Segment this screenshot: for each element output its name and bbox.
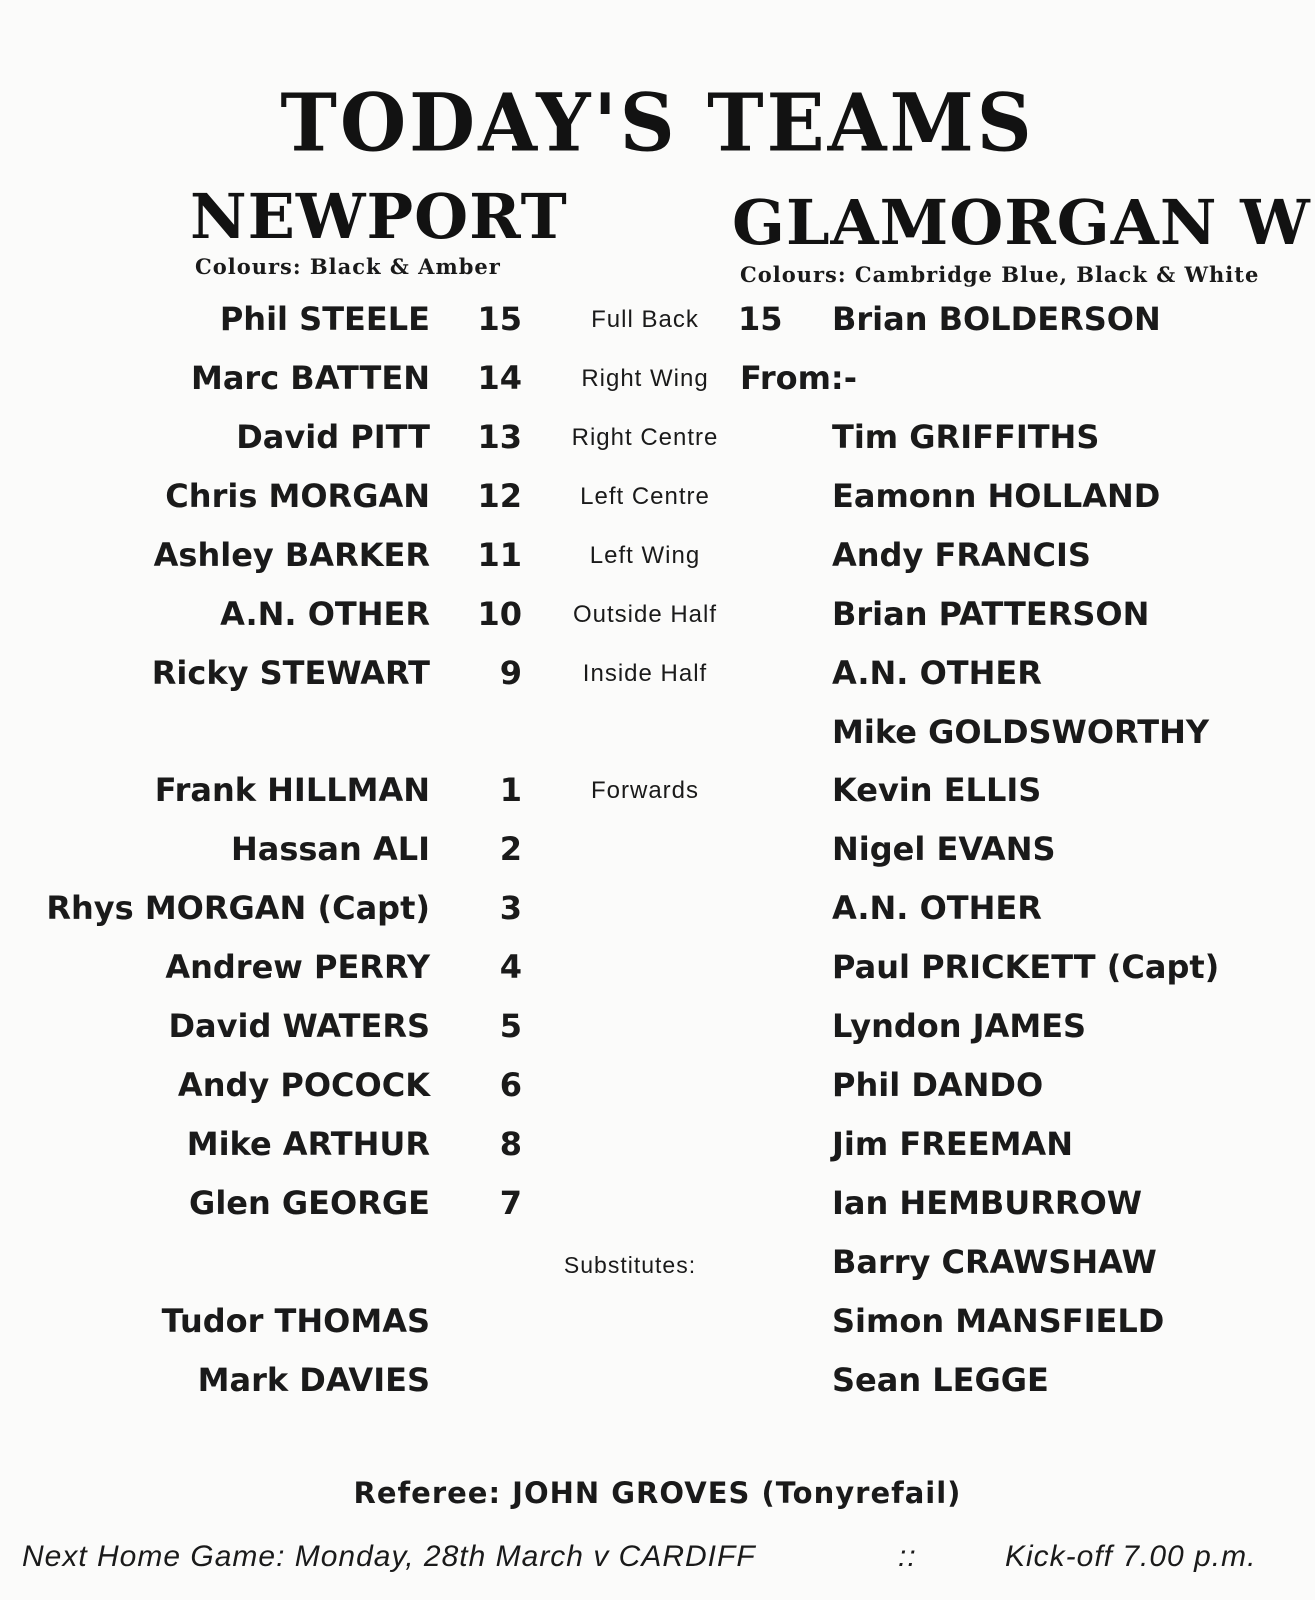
lineup-row	[0, 1184, 1315, 1236]
home-player: A.N. OTHER	[220, 595, 430, 633]
home-number: 15	[477, 300, 522, 338]
away-player: Simon MANSFIELD	[832, 1302, 1165, 1340]
position-label: Right Wing	[581, 365, 709, 392]
home-player: Mike ARTHUR	[186, 1125, 430, 1163]
position-label: Left Wing	[589, 542, 701, 569]
home-team-name: NEWPORT	[190, 180, 568, 253]
lineup-row	[0, 713, 1315, 765]
next-home-game: Next Home Game: Monday, 28th March v CARDIFF	[22, 1540, 756, 1573]
away-player: Mike GOLDSWORTHY	[832, 713, 1210, 751]
lineup-row	[0, 1361, 1315, 1413]
away-player: Lyndon JAMES	[832, 1007, 1087, 1045]
home-number: 12	[477, 477, 522, 515]
home-player: Glen GEORGE	[189, 1184, 430, 1222]
lineup-row	[0, 889, 1315, 941]
home-player: Andrew PERRY	[165, 948, 430, 986]
away-player: Barry CRAWSHAW	[832, 1243, 1157, 1281]
home-number: 5	[499, 1007, 522, 1045]
home-number: 14	[477, 359, 522, 397]
away-player: Eamonn HOLLAND	[832, 477, 1161, 515]
away-player: Paul PRICKETT (Capt)	[832, 948, 1220, 986]
away-player: Andy FRANCIS	[832, 536, 1091, 574]
away-team-name: GLAMORGAN W	[732, 186, 1311, 259]
away-team-colours: Colours: Cambridge Blue, Black & White	[740, 262, 1260, 287]
lineup-row	[0, 654, 1315, 706]
lineup-row	[0, 359, 1315, 411]
home-number: 9	[499, 654, 522, 692]
lineup-row	[0, 595, 1315, 647]
lineup-row	[0, 830, 1315, 882]
position-label-forwards: Forwards	[590, 777, 700, 804]
home-player: Marc BATTEN	[190, 359, 430, 397]
away-player: Nigel EVANS	[832, 830, 1056, 868]
away-player: Kevin ELLIS	[832, 771, 1042, 809]
lineup-row	[0, 1125, 1315, 1177]
home-substitute: Tudor THOMAS	[161, 1302, 430, 1340]
position-label: Inside Half	[582, 660, 708, 687]
lineup-row	[0, 477, 1315, 529]
position-label: Left Centre	[580, 483, 710, 510]
home-number: 7	[499, 1184, 522, 1222]
home-number: 11	[477, 536, 522, 574]
lineup-row	[0, 1066, 1315, 1118]
kickoff-time: Kick-off 7.00 p.m.	[1005, 1540, 1257, 1573]
position-label: Full Back	[591, 306, 699, 333]
referee-line: Referee: JOHN GROVES (Tonyrefail)	[353, 1476, 962, 1510]
away-number: 15	[738, 300, 783, 338]
lineup-row	[0, 1007, 1315, 1059]
home-number: 13	[477, 418, 522, 456]
away-player: A.N. OTHER	[832, 889, 1042, 927]
lineup-row	[0, 1302, 1315, 1354]
home-number: 10	[477, 595, 522, 633]
home-number: 1	[499, 771, 522, 809]
home-number: 6	[499, 1066, 522, 1104]
lineup-row	[0, 1243, 1315, 1295]
footer-separator: ::	[898, 1540, 917, 1573]
home-player: Chris MORGAN	[165, 477, 430, 515]
home-team-colours: Colours: Black & Amber	[195, 254, 501, 279]
home-player: David WATERS	[168, 1007, 430, 1045]
home-player: David PITT	[236, 418, 430, 456]
lineup-row	[0, 300, 1315, 352]
home-player: Phil STEELE	[219, 300, 430, 338]
away-player: Brian BOLDERSON	[832, 300, 1161, 338]
position-label: Right Centre	[571, 424, 719, 451]
away-player: Tim GRIFFITHS	[832, 418, 1100, 456]
substitutes-label: Substitutes:	[563, 1252, 697, 1278]
home-substitute: Mark DAVIES	[197, 1361, 430, 1399]
home-player: Ricky STEWART	[151, 654, 430, 692]
home-player: Andy POCOCK	[177, 1066, 430, 1104]
home-player: Ashley BARKER	[153, 536, 430, 574]
away-player: Brian PATTERSON	[832, 595, 1150, 633]
home-number: 2	[499, 830, 522, 868]
home-player: Frank HILLMAN	[154, 771, 430, 809]
lineup-row	[0, 418, 1315, 470]
away-player: Ian HEMBURROW	[832, 1184, 1143, 1222]
lineup-row	[0, 948, 1315, 1000]
away-from-label: From:-	[740, 359, 857, 397]
position-label: Outside Half	[572, 601, 718, 628]
lineup-row	[0, 771, 1315, 823]
home-number: 4	[499, 948, 522, 986]
home-player: Rhys MORGAN (Capt)	[46, 889, 430, 927]
away-player: Sean LEGGE	[832, 1361, 1049, 1399]
home-number: 3	[499, 889, 522, 927]
home-player: Hassan ALI	[230, 830, 430, 868]
away-player: Jim FREEMAN	[832, 1125, 1073, 1163]
away-player: A.N. OTHER	[832, 654, 1042, 692]
away-player: Phil DANDO	[832, 1066, 1044, 1104]
home-number: 8	[499, 1125, 522, 1163]
lineup-row	[0, 536, 1315, 588]
page-title: TODAY'S TEAMS	[280, 75, 1035, 170]
